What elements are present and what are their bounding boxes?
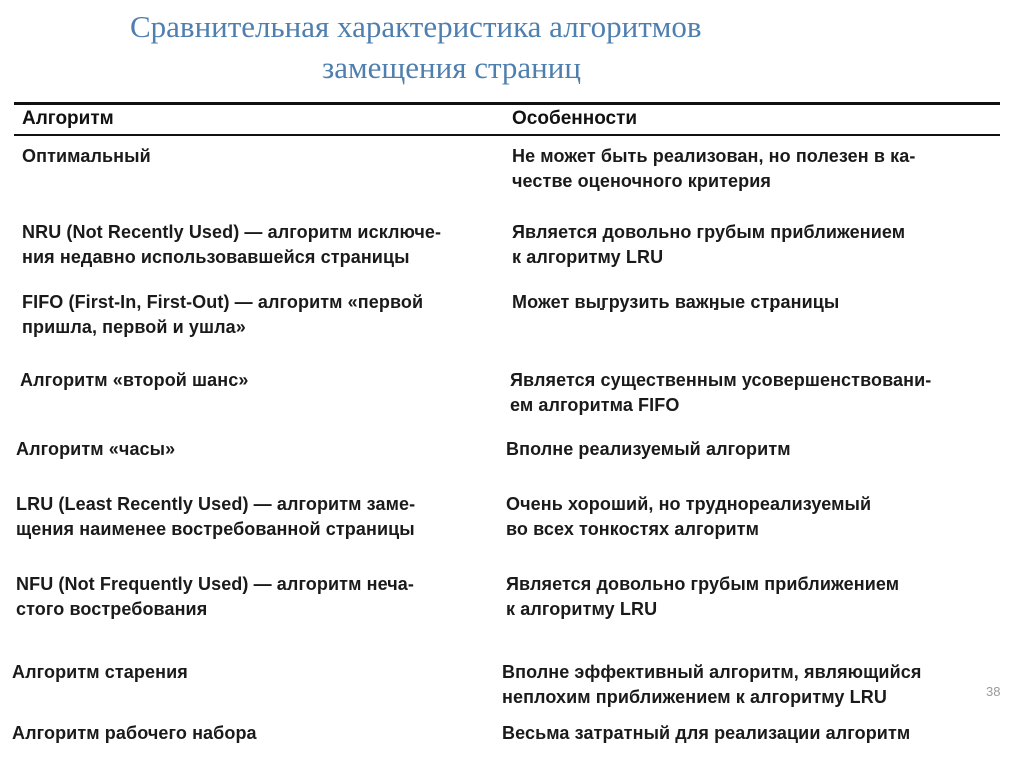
features-line: Может выгрузить важные страницы <box>512 292 840 312</box>
algorithm-line: Алгоритм «часы» <box>16 439 176 459</box>
features-line: к алгоритму LRU <box>506 599 658 619</box>
header-algorithm: Алгоритм <box>22 108 114 129</box>
features-line: Очень хороший, но труднореализуемый <box>506 494 872 514</box>
table-row-features <box>506 572 899 622</box>
slide-title-line-2: замещения страниц <box>322 50 581 85</box>
table-row-features <box>512 220 905 270</box>
features-line: честве оценочного критерия <box>512 171 772 191</box>
table-row-features <box>512 144 915 194</box>
table-row-algorithm <box>12 660 188 685</box>
table-header-rule <box>14 134 1000 136</box>
table-row-algorithm <box>16 492 415 542</box>
table-row-algorithm <box>22 144 151 169</box>
table-top-rule <box>14 102 1000 105</box>
algorithm-line: пришла, первой и ушла» <box>22 317 246 337</box>
table-row-algorithm <box>22 220 441 270</box>
algorithm-line: ния недавно использовавшейся страницы <box>22 247 410 267</box>
features-line: Является довольно грубым приближением <box>512 222 906 242</box>
table-row-algorithm <box>22 290 423 340</box>
table-row-features <box>512 290 839 315</box>
algorithm-line: Алгоритм рабочего набора <box>12 723 257 743</box>
features-line: во всех тонкостях алгоритм <box>506 519 760 539</box>
features-line: к алгоритму LRU <box>512 247 664 267</box>
table-row-features <box>506 492 871 542</box>
algorithm-line: щения наименее востребованной страницы <box>16 519 415 539</box>
algorithm-line: NRU (Not Recently Used) — алгоритм исключе- <box>22 222 442 242</box>
features-line: Не может быть реализован, но полезен в ка- <box>512 146 916 166</box>
table-row-algorithm <box>12 721 257 746</box>
table-row-features <box>502 660 921 710</box>
algorithm-line: FIFO (First-In, First-Out) — алгоритм «первой <box>22 292 424 312</box>
slide-title-line-1: Сравнительная характеристика алгоритмов <box>130 9 702 44</box>
table-row-algorithm <box>16 572 414 622</box>
algorithm-line: LRU (Least Recently Used) — алгоритм заме- <box>16 494 416 514</box>
page-number: 38 <box>986 684 1001 699</box>
header-features: Особенности <box>512 108 638 129</box>
algorithm-line: Алгоритм «второй шанс» <box>20 370 249 390</box>
table-row-features <box>506 437 791 462</box>
features-line: неплохим приближением к алгоритму LRU <box>502 687 887 707</box>
features-line: Вполне эффективный алгоритм, являющийся <box>502 662 922 682</box>
table-row-features <box>510 368 931 418</box>
algorithm-line: NFU (Not Frequently Used) — алгоритм неча- <box>16 574 414 594</box>
algorithm-line: Оптимальный <box>22 146 151 166</box>
features-line: Вполне реализуемый алгоритм <box>506 439 791 459</box>
features-line: Является довольно грубым приближением <box>506 574 900 594</box>
algorithm-line: Алгоритм старения <box>12 662 188 682</box>
features-line: Является существенным усовершенствовани- <box>510 370 932 390</box>
features-line: Весьма затратный для реализации алгоритм <box>502 723 911 743</box>
table-row-algorithm <box>16 437 175 462</box>
table-row-features <box>502 721 910 746</box>
features-line: ем алгоритма FIFO <box>510 395 680 415</box>
table-row-algorithm <box>20 368 248 393</box>
algorithm-line: стого востребования <box>16 599 208 619</box>
comparison-table <box>0 98 1024 767</box>
